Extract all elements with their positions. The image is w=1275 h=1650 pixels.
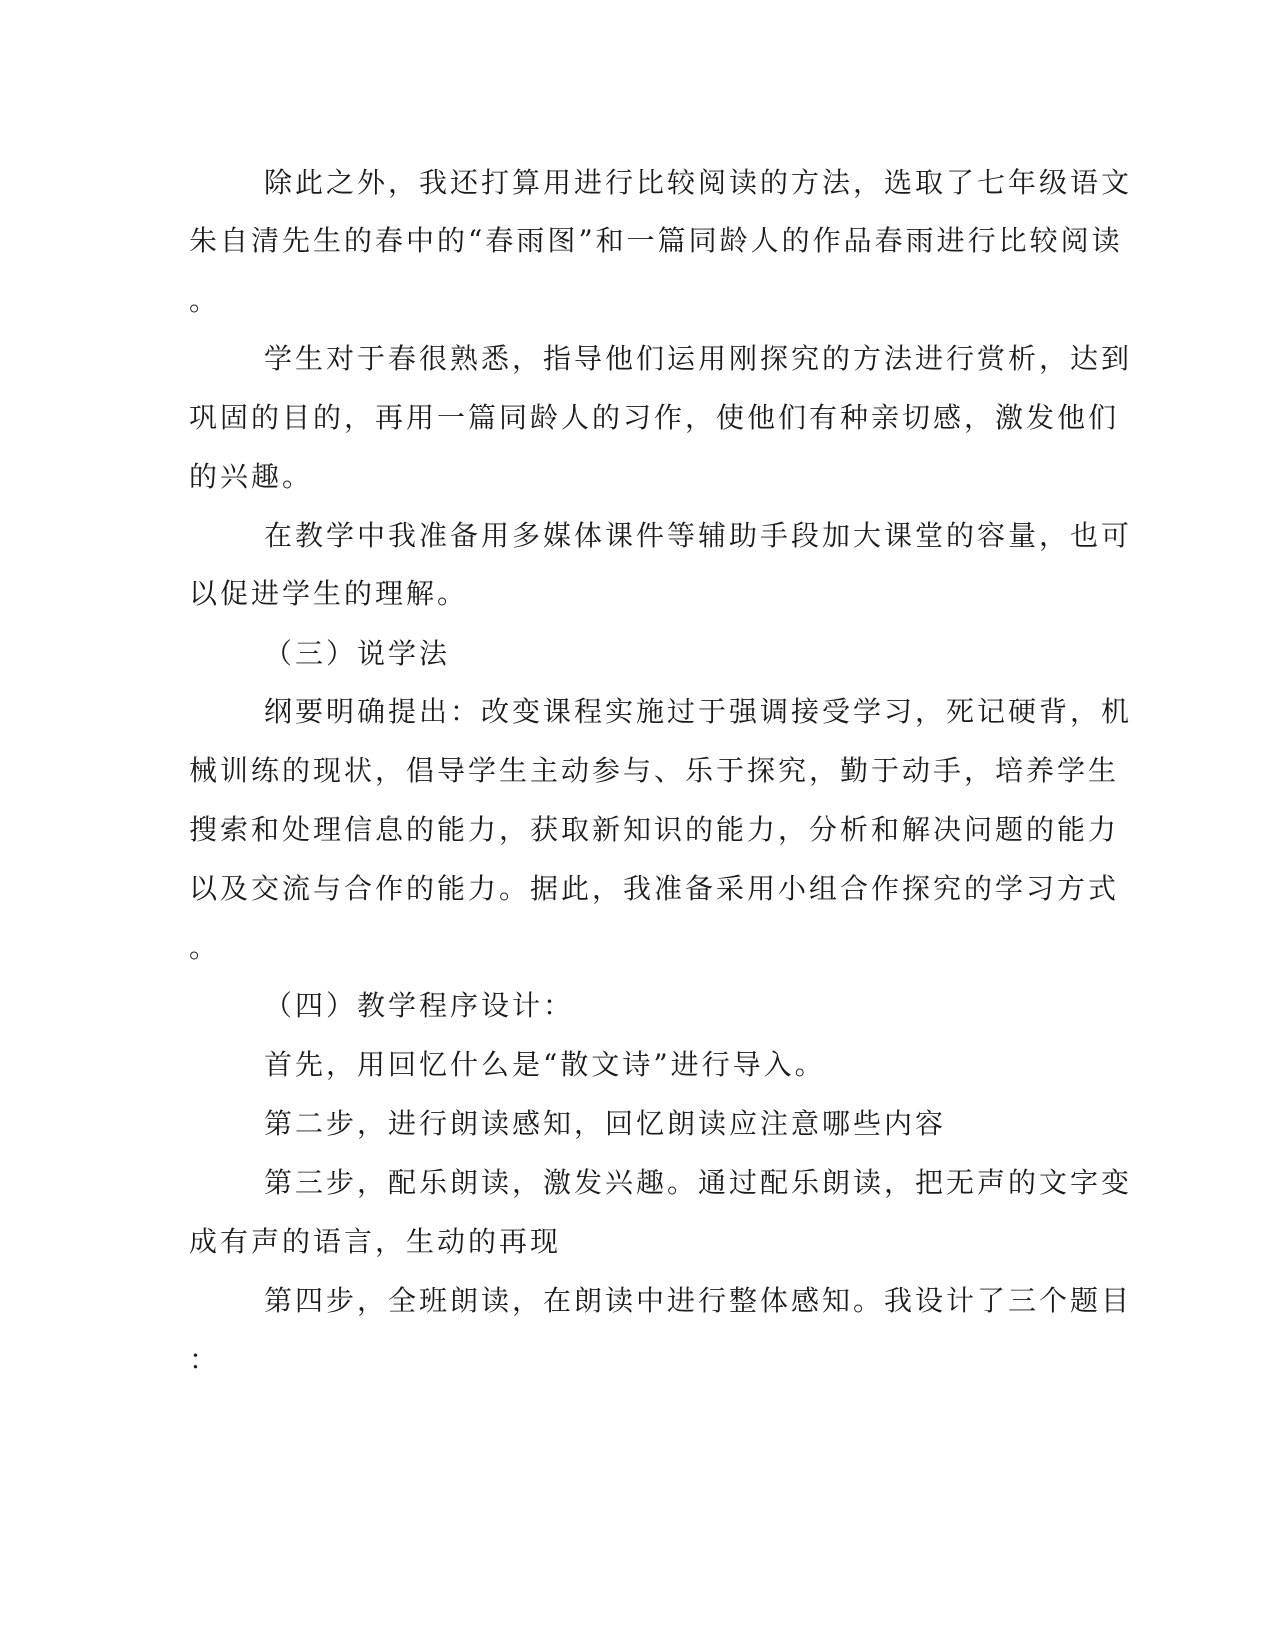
text-line: 首先，用回忆什么是“散文诗”进行导入。: [264, 1048, 826, 1081]
text-line: 巩固的目的，再用一篇同龄人的习作，使他们有种亲切感，激发他们: [189, 401, 1120, 434]
text-line: 第二步，进行朗读感知，回忆朗读应注意哪些内容: [264, 1107, 947, 1140]
text-line: 朱自清先生的春中的“春雨图”和一篇同龄人的作品春雨进行比较阅读: [189, 224, 1123, 257]
text-line: 第四步，全班朗读，在朗读中进行整体感知。我设计了三个题目: [264, 1284, 1133, 1317]
text-line: 械训练的现状，倡导学生主动参与、乐于探究，勤于动手，培养学生: [189, 754, 1120, 787]
text-line: 除此之外，我还打算用进行比较阅读的方法，选取了七年级语文: [264, 166, 1133, 199]
text-line: 搜索和处理信息的能力，获取新知识的能力，分析和解决问题的能力: [189, 813, 1120, 846]
text-line: ：: [189, 1343, 221, 1376]
text-line: 纲要明确提出：改变课程实施过于强调接受学习，死记硬背，机: [264, 695, 1133, 728]
section-heading: （三）说学法: [264, 637, 451, 670]
text-line: 学生对于春很熟悉，指导他们运用刚探究的方法进行赏析，达到: [264, 342, 1133, 375]
text-line: 以促进学生的理解。: [189, 577, 469, 610]
text-line: 。: [189, 284, 221, 317]
text-line: 成有声的语言，生动的再现: [189, 1225, 562, 1258]
text-line: 第三步，配乐朗读，激发兴趣。通过配乐朗读，把无声的文字变: [264, 1166, 1133, 1199]
text-line: 的兴趣。: [189, 460, 314, 493]
text-line: 以及交流与合作的能力。据此，我准备采用小组合作探究的学习方式: [189, 872, 1120, 905]
text-line: 。: [189, 931, 221, 964]
section-heading: （四）教学程序设计：: [264, 989, 575, 1022]
text-line: 在教学中我准备用多媒体课件等辅助手段加大课堂的容量，也可: [264, 519, 1133, 552]
